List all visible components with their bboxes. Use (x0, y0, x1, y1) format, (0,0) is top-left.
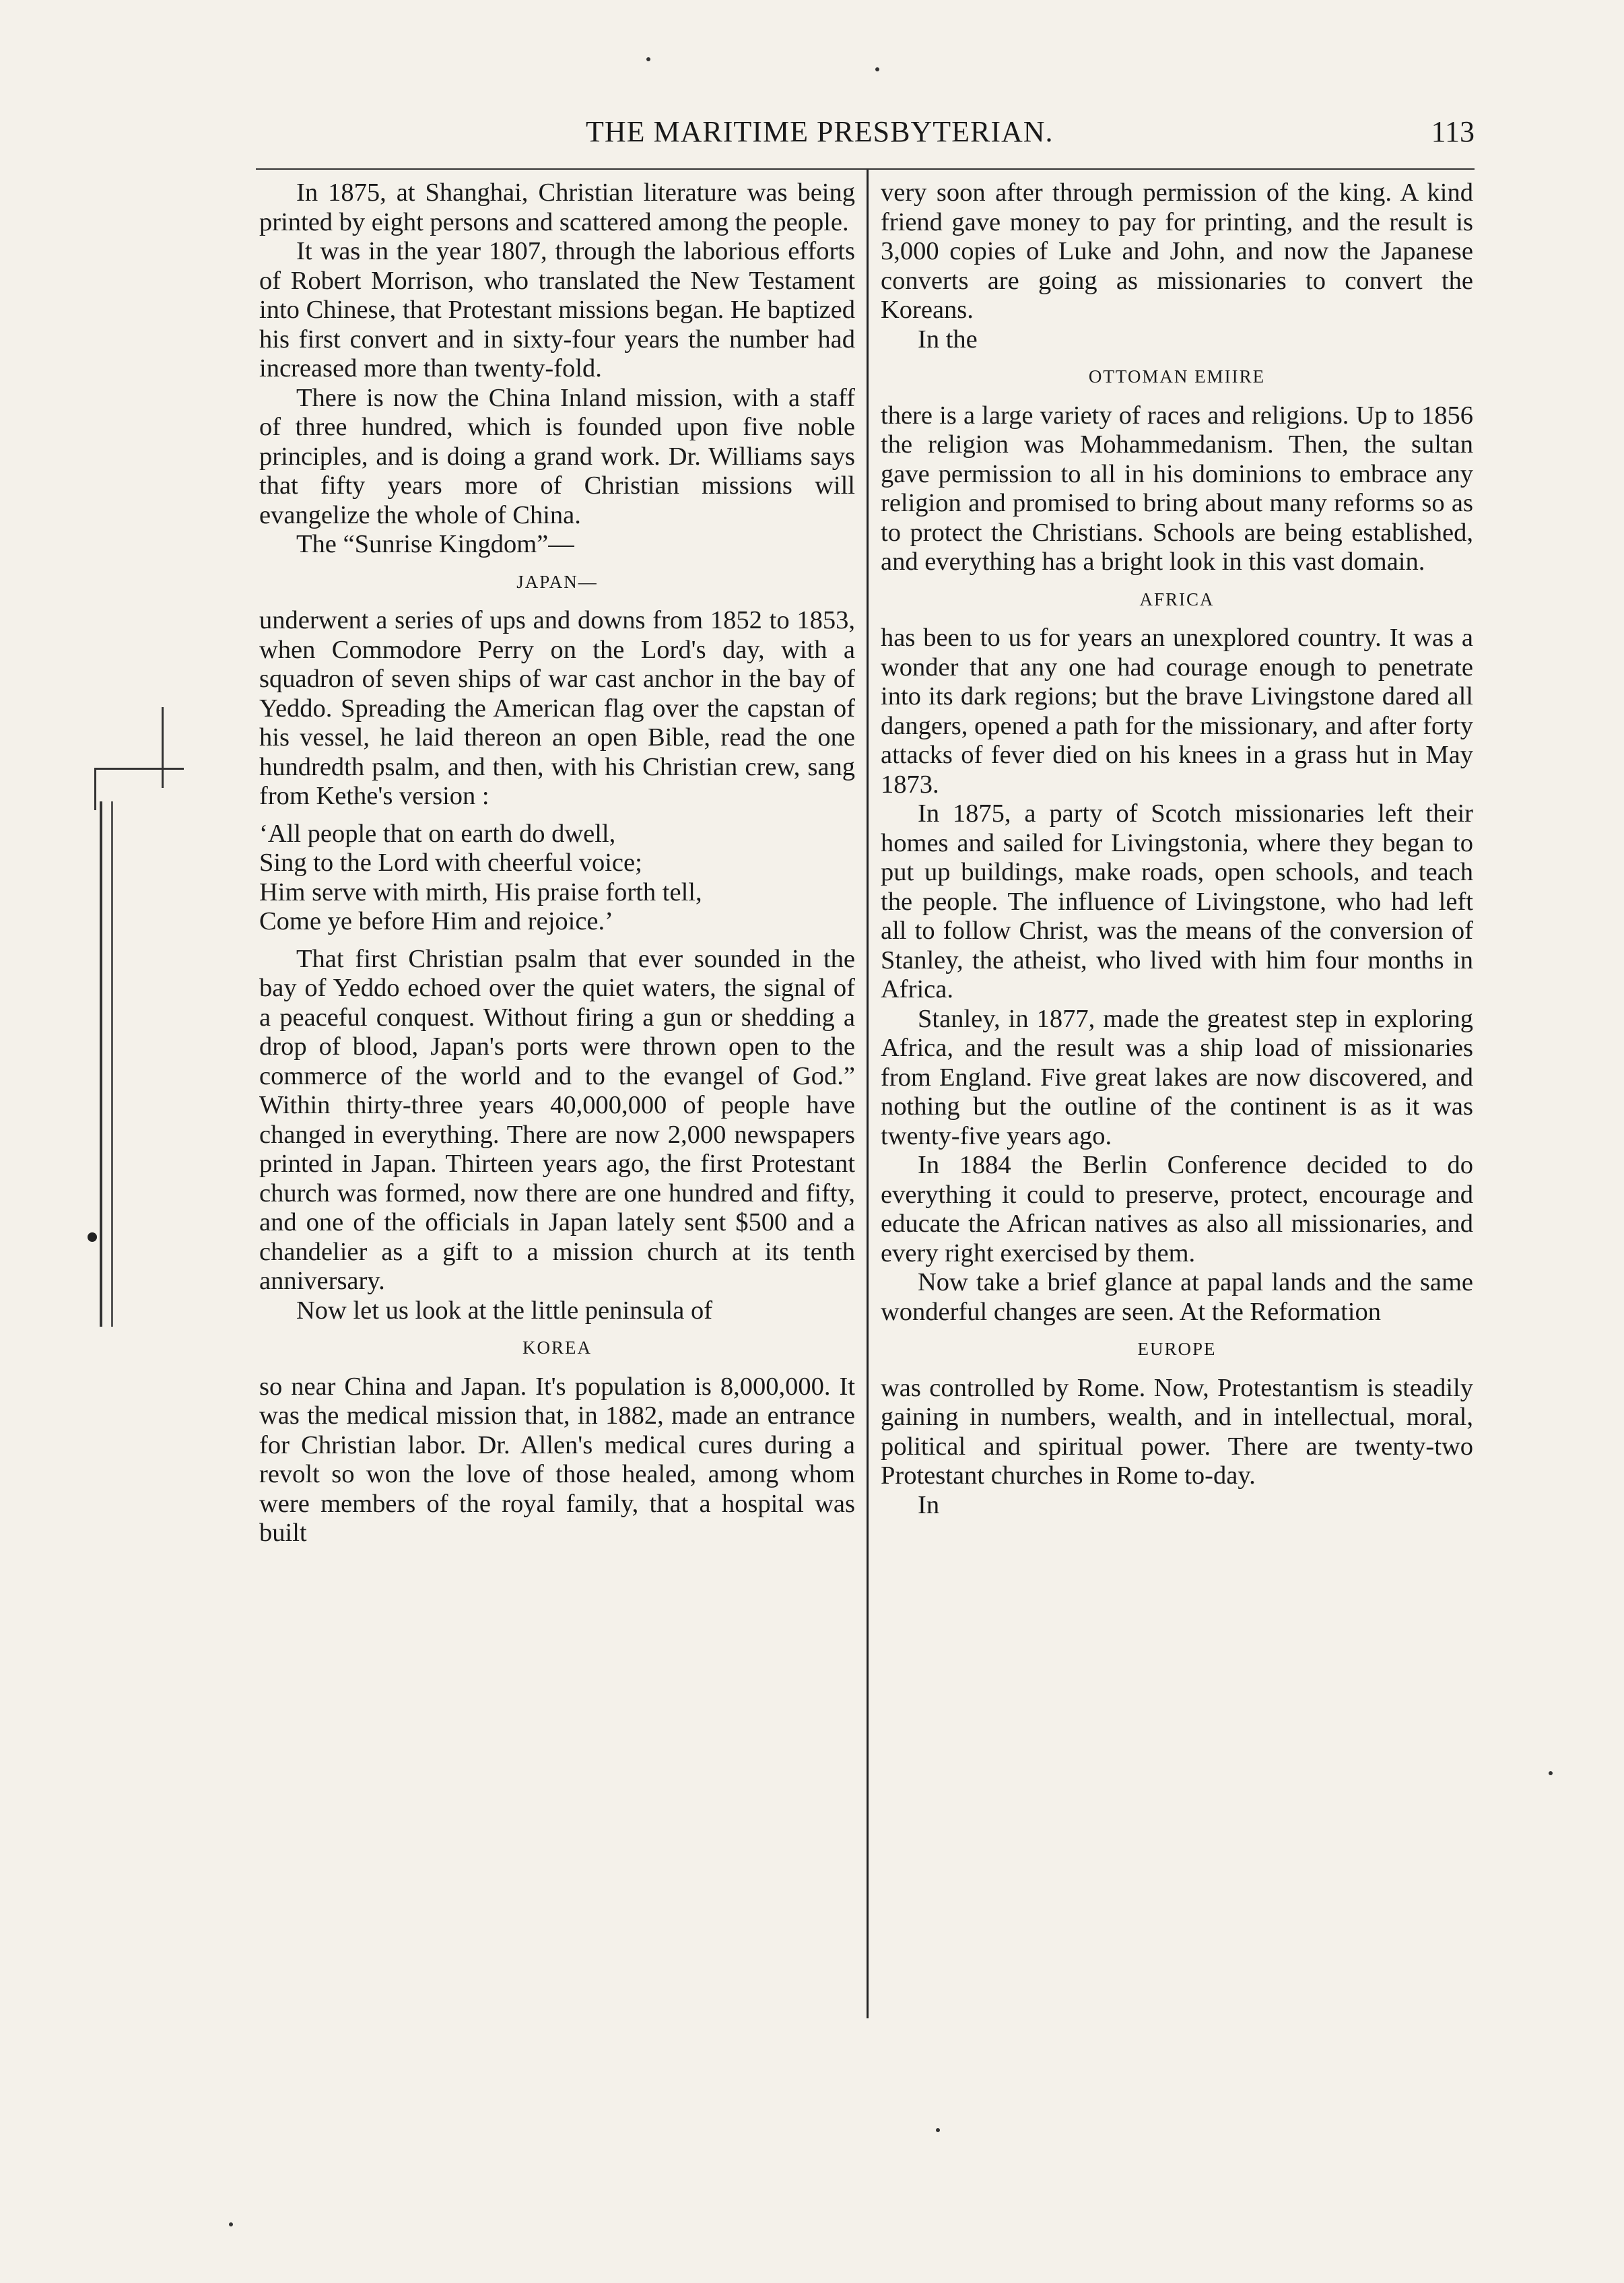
paragraph: Now take a brief glance at papal lands and the same wonderful changes are seen. At the Reformation (881, 1268, 1473, 1326)
section-heading-africa: AFRICA (1139, 589, 1215, 609)
paragraph: Stanley, in 1877, made the greatest step in exploring Africa, and the result was a ship load of missionaries from England. Five great lakes are now discovered, and nothing but the outline of the continent is as it was twenty-five years ago. (881, 1004, 1473, 1150)
paragraph: In 1884 the Berlin Conference decided to do everything it could to preserve, protect, encourage and educate the African natives as also all missionaries, and every right exercised by them. (881, 1151, 1473, 1267)
section-heading-europe: EUROPE (1137, 1339, 1217, 1359)
page-number: 113 (1431, 115, 1475, 148)
paragraph: underwent a series of ups and downs from 1852 to 1853, when Commodore Perry on the Lord's day, with a squadron of seven ships of war cast anchor in the bay of Yeddo. Spreading the American flag over the capstan of his vessel, he laid thereon an open Bible, read the one hundredth psalm, and then, with his Christian crew, sang from Kethe's version : (259, 606, 855, 810)
paragraph: there is a large variety of races and religions. Up to 1856 the religion was Mohammedanism. Then, the sultan gave permission to all in his dominions to embrace any religion and promised to bring about many reforms so as to protect the Christians. Schools are being established, and everything has a bright look in this vast domain. (881, 401, 1473, 576)
paragraph: In (918, 1490, 940, 1519)
journal-title: THE MARITIME PRESBYTERIAN. (586, 115, 1054, 148)
print-speck (875, 67, 879, 71)
margin-annotation (81, 707, 256, 1327)
paragraph: so near China and Japan. It's population is 8,000,000. It was the medical mission that, in 1882, made an entrance for Christian labor. Dr. Allen's medical cures during a revolt so won the love of those healed, among whom were members of the royal family, that a hospital was built (259, 1372, 855, 1547)
page-header (256, 114, 1475, 162)
verse-line: Sing to the Lord with cheerful voice; (259, 849, 642, 877)
margin-bracket (94, 768, 184, 810)
print-speck (936, 2128, 940, 2132)
paragraph: There is now the China Inland mission, with a staff of three hundred, which is founded upon five noble principles, and is doing a grand work. Dr. Williams says that fifty years more of Christian missions will evangelize the whole of China. (259, 383, 855, 529)
section-heading-korea: KOREA (522, 1337, 592, 1358)
hymn-verse (259, 820, 855, 937)
paragraph: very soon after through permission of the king. A kind friend gave money to pay for printing, and the result is 3,000 copies of Luke and John, and now the Japanese converts are going as missionaries to convert the Koreans. (881, 178, 1473, 324)
paragraph: In the (918, 325, 978, 354)
column-divider (867, 170, 869, 2018)
header-rule (256, 168, 1475, 170)
paragraph: In 1875, at Shanghai, Christian literature was being printed by eight persons and scattered among the people. (259, 178, 855, 236)
verse-line: Come ye before Him and rejoice.’ (259, 907, 613, 935)
paragraph: The “Sunrise Kingdom”— (296, 530, 574, 558)
left-column (259, 178, 855, 1548)
paragraph: It was in the year 1807, through the laborious efforts of Robert Morrison, who translated the New Testament into Chinese, that Protestant missions began. He baptized his first convert and in sixty-four years the number had increased more than twenty-fold. (259, 237, 855, 383)
paragraph: In 1875, a party of Scotch missionaries left their homes and sailed for Livingstonia, where they began to put up buildings, make roads, open schools, and teach the people. The influence of Livingstone, who had left all to follow Christ, was the means of the conversion of Stanley, the atheist, who lived with him four months in Africa. (881, 799, 1473, 1003)
section-heading-japan: JAPAN— (516, 571, 598, 592)
margin-line (100, 801, 102, 1327)
right-column (881, 178, 1473, 1520)
margin-line (111, 801, 113, 1327)
paragraph: has been to us for years an unexplored country. It was a wonder that any one had courage enough to penetrate into its dark regions; but the brave Livingstone dared all dangers, opened a path for the missionary, and after forty attacks of fever died on his knees in a grass hut in May 1873. (881, 624, 1473, 799)
verse-line: ‘All people that on earth do dwell, (259, 819, 616, 848)
margin-dot (88, 1232, 97, 1242)
paragraph: was controlled by Rome. Now, Protestantism is steadily gaining in numbers, wealth, and in intellectual, moral, political and spiritual power. There are twenty-two Protestant churches in Rome to-day. (881, 1373, 1473, 1490)
print-speck (229, 2222, 233, 2226)
section-heading-ottoman: OTTOMAN EMIIRE (1088, 366, 1266, 387)
paragraph: That first Christian psalm that ever sounded in the bay of Yeddo echoed over the quiet waters, the signal of a peaceful conquest. Without firing a gun or shedding a drop of blood, Japan's ports were thrown open to the commerce of the world and to the evangel of God.” Within thirty-three years 40,000,000 of people have changed in everything. There are now 2,000 newspapers printed in Japan. Thirteen years ago, the first Protestant church was formed, now there are one hundred and fifty, and one of the officials in Japan lately sent $500 and a chandelier as a gift to a mission church at its tenth anniversary. (259, 944, 855, 1295)
print-speck (646, 57, 650, 61)
verse-line: Him serve with mirth, His praise forth tell, (259, 878, 702, 906)
paragraph: Now let us look at the little peninsula of (296, 1296, 713, 1325)
print-speck (1549, 1771, 1553, 1775)
